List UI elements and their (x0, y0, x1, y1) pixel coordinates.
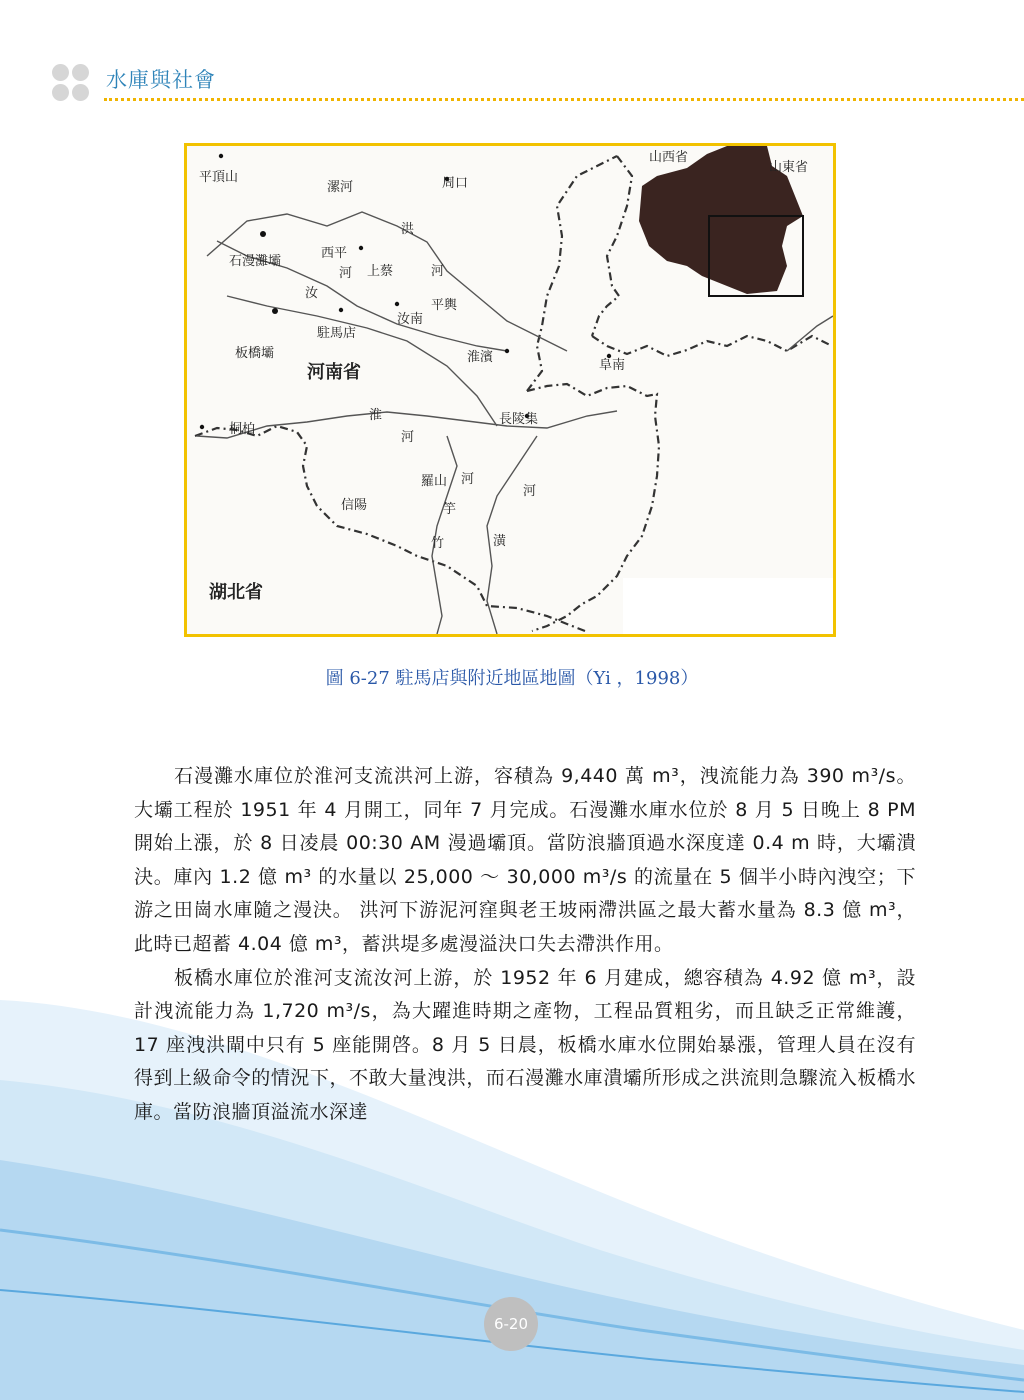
map-label-he-3: 河 (401, 430, 415, 445)
map-label-banqiao: 板橋壩 (235, 346, 275, 361)
page-number: 6-20 (484, 1297, 538, 1351)
map-label-xiping: 西平 (321, 246, 348, 261)
map-label-pingdingshan: 平頂山 (199, 170, 239, 185)
map-label-huai: 淮 (369, 408, 383, 423)
paragraph-1: 石漫灘水庫位於淮河支流洪河上游，容積為 9,440 萬 m³，洩流能力為 390 m³/s。大壩工程於 1951 年 4 月開工，同年 7 月完成。石漫灘水庫水位於 8 月 5 日晚上 8 PM 開始上漲，於 8 日凌晨 00:30 AM 漫過壩頂。當防浪牆頂過水深度達 0.4 m 時，大壩潰決。庫內 1.2 億 m³ 的水量以 25,000 ～ 30,000 m³/s 的流量在 5 個半小時內洩空；下游之田崗水庫隨之漫決。 洪河下游泥河窪與老王坡兩滯洪區之最大蓄水量為 8.3 億 m³，此時已超蓄 4.04 億 m³，蓄洪堤多處漫溢決口失去滯洪作用。 (134, 765, 916, 955)
map-label-zhumadian: 駐馬店 (317, 326, 357, 341)
map-label-he-5: 河 (523, 484, 537, 499)
map-blank-area (623, 578, 835, 637)
header-title: 水庫與社會 (106, 68, 216, 92)
map-label-shanxi: 山西省 (649, 150, 689, 165)
map-figure (184, 143, 836, 637)
map-label-yu: 竽 (443, 502, 457, 517)
map-label-huaibin: 淮濱 (467, 350, 494, 365)
map-label-huang: 潢 (493, 534, 507, 549)
map-label-luoshan: 羅山 (421, 474, 448, 489)
map-label-hubei: 湖北省 (209, 582, 263, 603)
map-label-runan: 汝南 (397, 312, 424, 327)
map-label-xinyang: 信陽 (341, 498, 368, 513)
header-logo-dots (52, 64, 92, 104)
map-label-changlingji: 長陵集 (499, 412, 539, 427)
body-text (134, 760, 916, 1130)
map-label-pingyu: 平輿 (431, 298, 458, 313)
map-label-hong: 洪 (401, 222, 415, 237)
map-label-zhoukou: 周口 (442, 176, 469, 191)
map-label-shangcai: 上蔡 (367, 264, 394, 279)
map-label-luohe: 漯河 (327, 180, 354, 195)
map-label-he-4: 河 (461, 472, 475, 487)
header-rule (104, 98, 1024, 101)
map-label-he-1: 河 (339, 266, 353, 281)
map-drawing (187, 146, 833, 634)
paragraph-2: 板橋水庫位於淮河支流汝河上游，於 1952 年 6 月建成，總容積為 4.92 億 m³，設計洩流能力為 1,720 m³/s，為大躍進時期之產物，工程品質粗劣，而且缺乏正常維護，17 座洩洪閘中只有 5 座能開啓。8 月 5 日晨，板橋水庫水位開始暴漲，管理人員在沒有得到上級命令的情況下，不敢大量洩洪，而石漫灘水庫潰壩所形成之洪流則急驟流入板橋水庫。當防浪牆頂溢流水深達 (134, 966, 916, 1123)
map-label-tongbai: 桐柏 (229, 422, 256, 437)
map-label-ru: 汝 (305, 286, 319, 301)
map-label-shimantan: 石漫灘壩 (229, 254, 282, 269)
map-label-henan: 河南省 (307, 362, 361, 383)
figure-caption: 圖 6-27 駐馬店與附近地區地圖（Yi ，1998） (325, 668, 699, 689)
map-label-funan: 阜南 (599, 358, 626, 373)
map-label-zhu: 竹 (431, 536, 445, 551)
map-label-shandong: 山東省 (769, 160, 809, 175)
map-label-he-2: 河 (431, 264, 445, 279)
